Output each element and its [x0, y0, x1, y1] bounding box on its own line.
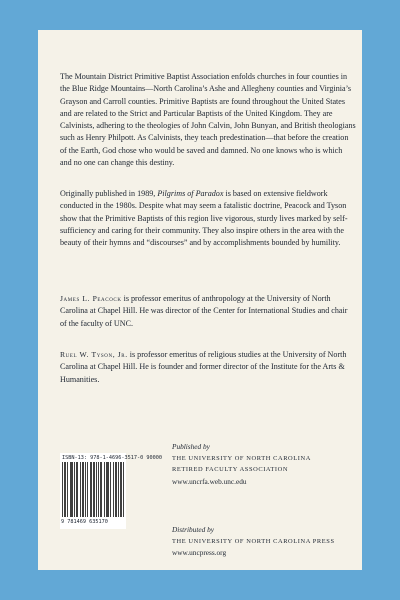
distributor-url: www.uncpress.org: [172, 548, 227, 558]
author-bio-tyson: [60, 349, 356, 386]
author-bio-text-tyson: is professor emeritus of religious studies at the University of North Carolina at Chapel Hill. He is founder and former director of the Institute for the Arts & Humanities.: [60, 350, 347, 384]
barcode-digits: 9 781469 635170: [61, 519, 108, 525]
book-title-italic: Pilgrims of Paradox: [157, 189, 224, 198]
author-bio-peacock: [60, 293, 356, 330]
publisher-name-line1: THE UNIVERSITY OF NORTH CAROLINA: [172, 454, 311, 462]
publisher-name-line2: RETIRED FACULTY ASSOCIATION: [172, 466, 289, 474]
description-text-2a: Originally published in 1989,: [60, 189, 158, 198]
author-name-tyson: Ruel W. Tyson, Jr.: [60, 350, 128, 359]
isbn-barcode: [60, 453, 162, 529]
author-name-peacock: James L. Peacock: [60, 294, 122, 303]
publisher-block: [172, 441, 372, 487]
distributor-block: [172, 524, 372, 559]
description-text-1: The Mountain District Primitive Baptist Association enfolds churches in four counties in the Blue Ridge Mountains—North Carolina’s Ashe and Allegheny counties and Virginia’s Grayson and Carroll counties. Primitive Baptists are found throughout the United States and are related to the Strict and Particular Baptists of the United Kingdom. They are Calvinists, adhering to the theologies of John Calvin, John Bunyan, and British theologians such as Henry Philpott. As Calvinists, they teach predestination—that before the creation of the Earth, God chose who would be saved and damned. No one knows who is which and no one can change this destiny.: [60, 72, 356, 168]
author-bio-text-peacock: is professor emeritus of anthropology at the University of North Carolina at Chapel Hill. He was director of the Center for International Studies and chair of the faculty of UNC.: [60, 294, 348, 328]
price-code: 90000: [146, 455, 162, 461]
isbn-label: ISBN-13: 978-1-4696-3517-0: [62, 455, 144, 461]
publisher-url: www.uncrfa.web.unc.edu: [172, 476, 247, 486]
description-paragraph-2: [60, 188, 356, 249]
distributor-name: THE UNIVERSITY OF NORTH CAROLINA PRESS: [172, 537, 335, 545]
description-text-2b: is based on extensive fieldwork conducted in the 1980s. Despite what may seem a fatalistic doctrine, Peacock and Tyson show that the Primitive Baptists of this region live vigorous, sturdy lives marked by self-sufficiency and caring for their community. They also inspire others in the area with the beauty of their hymns and “discourses” and by accomplishments bounded by humility.: [60, 189, 348, 248]
description-paragraph-1: [60, 71, 356, 169]
distributed-by-label: Distributed by: [172, 525, 214, 534]
published-by-label: Published by: [172, 442, 210, 451]
barcode-bars: [62, 462, 124, 517]
